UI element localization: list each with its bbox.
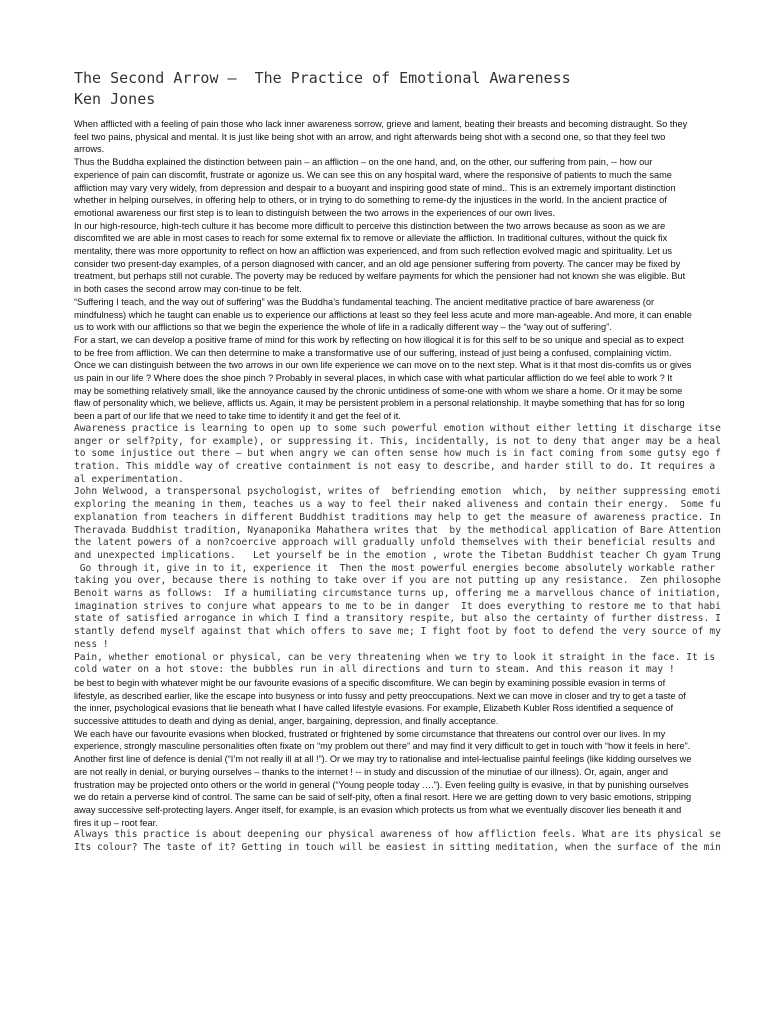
paragraph-5: For a start, we can develop a positive frame of mind for this work by reflecting on how illogical it is for this self to be so unique and special as to expect to be free from affliction. We can then determine to make a transformative use of our suffering, instead of just being a confused, complaining victim. <box>74 334 684 358</box>
paragraph-7: be best to begin with whatever might be our favourite evasions of a specific discomfiture. We can begin by examining possible evasion in terms of lifestyle, as described earlier, like the escape into busyness or into fussy and petty preoccupations. Next we can move in closer and try to get a taste of the inner, psychological evasions that lie beneath what I have called lifestyle evasions. For example, Elizabeth Kubler Ross identified a sequence of successive attitudes to death and dying as denial, anger, bargaining, depression, and finally acceptance. <box>74 677 686 727</box>
paragraph-8: We each have our favourite evasions when blocked, frustrated or frightened by some circumstance that threatens our control over our lives. In my experience, strongly masculine personalities often fixate on “my problem out there” and may find it very difficult to get in touch with “how it feels in here”. Another first line of defence is denial (“I’m not really ill at all !”). Or we may try to rationalise and intel-lectualise painful feelings (like kidding ourselves we are not really in denial, or burying ourselves – thanks to the internet ! -- in study and discussion of the minutiae of our illness). Or, again, anger and frustration may be projected onto others or the world in general (“Young people today ….”). Even feeling guilty is evasive, in that by punishing ourselves we do retain a perverse kind of control. The same can be said of self-pity, often a final resort. Here we are getting down to very basic emotions, stripping away successive self-protecting layers. Anger itself, for example, is an evasion which protects us from what we eventually discover lies beneath it and fires it up – root fear. <box>74 728 692 828</box>
monospace-block-2: Always this practice is about deepening our physical awareness of how affliction feels. What are its physical se Its colour? The taste of it? Getting in touch will be easiest in sitting meditation, when the surface of the min <box>74 829 721 854</box>
monospace-block-1: Awareness practice is learning to open up to some such powerful emotion without either letting it discharge itse anger or self?pity, for example), or suppressing it. This, incidentally, is not to deny that anger may be a heal to some injustice out there — but when angry we can often sense how much is in fact coming from some gutsy ego f tration. This middle way of creative containment is not easy to describe, and harder still to do. It requires a al experimentation. John Welwood, a transpersonal psychologist, writes of befriending emotion which, by neither suppressing emoti exploring the meaning in them, teaches us a way to feel their naked aliveness and contain their energy. Some fu explanation from teachers in different Buddhist traditions may help to get the measure of awareness practice. In Theravada Buddhist tradition, Nyanaponika Mahathera writes that by the methodical application of Bare Attention the latent powers of a non?coercive approach will gradually unfold themselves with their beneficial results and and unexpected implications. Let yourself be in the emotion , wrote the Tibetan Buddhist teacher Ch gyam Trung Go through it, give in to it, experience it Then the most powerful energies become absolutely workable rather taking you over, because there is nothing to take over if you are not putting up any resistance. Zen philosophe Benoit warns as follows: If a humiliating circumstance turns up, offering me a marvellous chance of initiation, imagination strives to conjure what appears to me to be in danger It does everything to restore me to that habi state of satisfied arrogance in which I find a transitory respite, but also the certainty of further distress. I stantly defend myself against that which offers to save me; I fight foot by foot to defend the very source of my ness ! Pain, whether emotional or physical, can be very threatening when we try to look it straight in the face. It is cold water on a hot stove: the bubbles run in all directions and turn to steam. And this reason it may ! <box>74 422 721 676</box>
paragraph-2: Thus the Buddha explained the distinction between pain – an affliction – on the one hand, and, on the other, our suffering from pain, -- how our experience of pain can discomfit, frustrate or agonize us. We can see this on any hospital ward, where the responsive of patients to much the same affliction may vary very widely, from depression and despair to a buoyant and inspiring good state of mind.. This is an extremely important distinction whether in helping ourselves, in offering help to others, or in trying to do something to reme-dy the injustices in the world. In the ancient practice of emotional awareness our first step is to lean to distinguish between the two arrows in the experiences of our own lives. <box>74 157 676 218</box>
paragraph-3: In our high-resource, high-tech culture it has become more difficult to perceive this distinction between the two arrows because as soon as we are discomfited we are able in most cases to reach for some external fix to remove or alleviate the affliction. In traditional cultures, without the quick fix mentality, there was more opportunity to reflect on how an affliction was experienced, and from such reflection evolved magic and spirituality. Let us consider two present-day examples, of a person diagnosed with cancer, and an old age pensioner suffering from poverty. The cancer may be fixed by treatment, but perhaps still not curable. The poverty may be reduced by welfare payments for which the pensioner had not known she was eligible. But in both cases the second arrow may con-tinue to be felt. <box>74 220 686 295</box>
paragraph-1: When afflicted with a feeling of pain those who lack inner awareness sorrow, grieve and lament, beating their breasts and becoming distraught. So they feel two pains, physical and mental. It is just like being shot with an arrow, and right afterwards being shot with a second one, so that they feel two arrows. <box>74 119 688 155</box>
paragraph-4: “Suffering I teach, and the way out of suffering” was the Buddha’s fundamental teaching. The ancient meditative practice of bare awareness (or mindfulness) which he taught can enable us to experience our afflictions at least so they feel less acute and more man-ageable. And more, it can enable us to work with our afflictions so that we begin the experience the whole of life in a radically different way – the “way out of suffering”. <box>74 296 692 333</box>
document-title: The Second Arrow — The Practice of Emotional Awareness <box>74 69 571 87</box>
document-page <box>74 62 768 1024</box>
document-author: Ken Jones <box>74 90 156 108</box>
paragraph-6: Once we can distinguish between the two arrows in our own life experience we can move on to the next step. What is it that most dis-comfits us or gives us pain in our life ? Where does the shoe pinch ? Probably in several places, in which case with what particular affliction do we feel able to work ? It may be something relatively small, like the annoyance caused by the chronic untidiness of some-one with whom we share a home. Or it may be some flaw of personality which, we believe, afflicts us. Again, it may be persistent problem in a personal relationship. It maybe something that has for so long been a part of our life that we need to take time to identify it and get the feel of it. <box>74 360 692 422</box>
